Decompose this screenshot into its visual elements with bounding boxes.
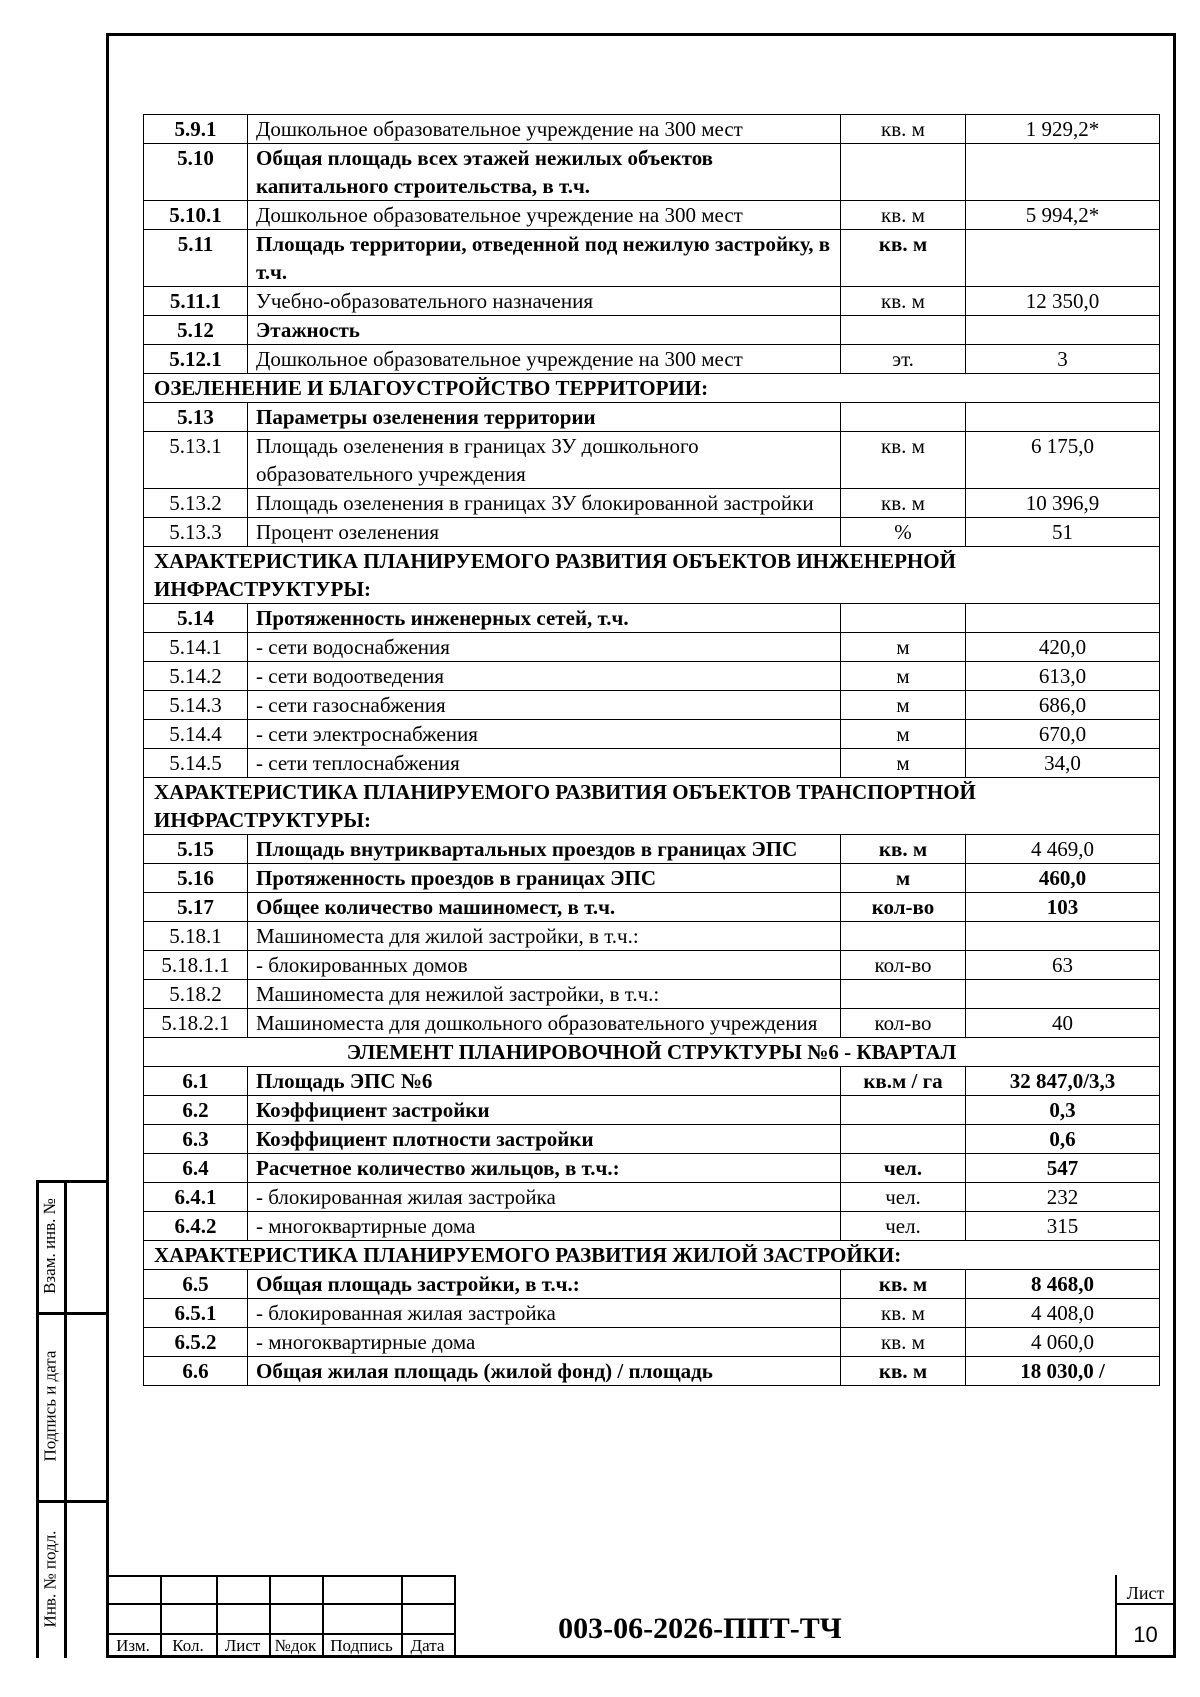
- table-row: [144, 201, 1160, 230]
- row-description: Площадь ЭПС №6: [248, 1067, 841, 1096]
- table-row: [144, 144, 1160, 201]
- row-unit: кв. м: [841, 287, 966, 316]
- section-header-row: [144, 547, 1160, 604]
- row-number: 5.16: [144, 864, 248, 893]
- row-number: 5.15: [144, 835, 248, 864]
- row-number: 5.11.1: [144, 287, 248, 316]
- row-description: Общее количество машиномест, в т.ч.: [248, 893, 841, 922]
- row-unit: кв. м: [841, 1270, 966, 1299]
- row-number: 5.14.5: [144, 749, 248, 778]
- row-value: [966, 316, 1160, 345]
- table-row: [144, 345, 1160, 374]
- row-number: 6.4.2: [144, 1212, 248, 1241]
- row-number: 5.14: [144, 604, 248, 633]
- table-row: [144, 691, 1160, 720]
- row-unit: чел.: [841, 1183, 966, 1212]
- table-row: [144, 432, 1160, 489]
- tb-izm: Изм.: [116, 1636, 150, 1655]
- section-title: ОЗЕЛЕНЕНИЕ И БЛАГОУСТРОЙСТВО ТЕРРИТОРИИ:: [144, 374, 1160, 403]
- row-unit: кв. м: [841, 1357, 966, 1386]
- row-unit: [841, 403, 966, 432]
- row-description: Площадь озеленения в границах ЗУ дошкольного образовательного учреждения: [248, 432, 841, 489]
- row-number: 5.10: [144, 144, 248, 201]
- row-unit: кв. м: [841, 115, 966, 144]
- row-value: 4 060,0: [966, 1328, 1160, 1357]
- row-value: [966, 980, 1160, 1009]
- row-unit: кв. м: [841, 432, 966, 489]
- row-value: 0,3: [966, 1096, 1160, 1125]
- row-unit: [841, 1125, 966, 1154]
- row-number: 5.14.4: [144, 720, 248, 749]
- row-value: 40: [966, 1009, 1160, 1038]
- row-description: Общая площадь застройки, в т.ч.:: [248, 1270, 841, 1299]
- row-number: 6.5.1: [144, 1299, 248, 1328]
- row-number: 6.5: [144, 1270, 248, 1299]
- row-description: Учебно-образовательного назначения: [248, 287, 841, 316]
- row-number: 5.14.2: [144, 662, 248, 691]
- row-value: 8 468,0: [966, 1270, 1160, 1299]
- table-row: [144, 1096, 1160, 1125]
- row-number: 5.18.1.1: [144, 951, 248, 980]
- table-row: [144, 230, 1160, 287]
- row-description: - сети электроснабжения: [248, 720, 841, 749]
- row-unit: кол-во: [841, 951, 966, 980]
- tb-kol: Кол.: [172, 1636, 204, 1655]
- row-value: 420,0: [966, 633, 1160, 662]
- table-row: [144, 115, 1160, 144]
- row-value: 10 396,9: [966, 489, 1160, 518]
- row-unit: [841, 1096, 966, 1125]
- sheet-number: 10: [1133, 1622, 1158, 1647]
- row-value: 315: [966, 1212, 1160, 1241]
- row-description: Общая площадь всех этажей нежилых объектов капитального строительства, в т.ч.: [248, 144, 841, 201]
- row-value: 63: [966, 951, 1160, 980]
- row-number: 5.13.1: [144, 432, 248, 489]
- row-description: Дошкольное образовательное учреждение на 300 мест: [248, 201, 841, 230]
- table-row: [144, 835, 1160, 864]
- block-title: ЭЛЕМЕНТ ПЛАНИРОВОЧНОЙ СТРУКТУРЫ №6 - КВАРТАЛ: [144, 1038, 1160, 1067]
- row-number: 5.17: [144, 893, 248, 922]
- table-row: [144, 1183, 1160, 1212]
- row-value: 34,0: [966, 749, 1160, 778]
- row-value: [966, 604, 1160, 633]
- side-label-inv: Инв. № подл.: [40, 1530, 59, 1628]
- row-unit: м: [841, 662, 966, 691]
- row-value: 6 175,0: [966, 432, 1160, 489]
- row-number: 6.1: [144, 1067, 248, 1096]
- table-row: [144, 951, 1160, 980]
- row-number: 6.4: [144, 1154, 248, 1183]
- row-unit: [841, 980, 966, 1009]
- row-value: 670,0: [966, 720, 1160, 749]
- row-description: - блокированная жилая застройка: [248, 1299, 841, 1328]
- row-description: - сети водоснабжения: [248, 633, 841, 662]
- table-row: [144, 1067, 1160, 1096]
- row-number: 6.6: [144, 1357, 248, 1386]
- row-value: [966, 403, 1160, 432]
- row-value: 0,6: [966, 1125, 1160, 1154]
- row-number: 5.18.2: [144, 980, 248, 1009]
- row-unit: кол-во: [841, 893, 966, 922]
- table-row: [144, 1212, 1160, 1241]
- row-number: 5.11: [144, 230, 248, 287]
- row-description: - блокированных домов: [248, 951, 841, 980]
- side-label-vzam: Взам. инв. №: [40, 1198, 59, 1294]
- table-row: [144, 1299, 1160, 1328]
- table-row: [144, 1357, 1160, 1386]
- table-row: [144, 893, 1160, 922]
- row-number: 5.12.1: [144, 345, 248, 374]
- tb-ndok: №док: [274, 1636, 317, 1655]
- row-description: - сети водоотведения: [248, 662, 841, 691]
- row-unit: м: [841, 749, 966, 778]
- section-title: ХАРАКТЕРИСТИКА ПЛАНИРУЕМОГО РАЗВИТИЯ ОБЪЕКТОВ ТРАНСПОРТНОЙ ИНФРАСТРУКТУРЫ:: [144, 778, 1160, 835]
- row-unit: чел.: [841, 1154, 966, 1183]
- row-description: Дошкольное образовательное учреждение на 300 мест: [248, 345, 841, 374]
- row-number: 5.9.1: [144, 115, 248, 144]
- row-unit: эт.: [841, 345, 966, 374]
- section-title: ХАРАКТЕРИСТИКА ПЛАНИРУЕМОГО РАЗВИТИЯ ОБЪЕКТОВ ИНЖЕНЕРНОЙ ИНФРАСТРУКТУРЫ:: [144, 547, 1160, 604]
- row-unit: кв. м: [841, 489, 966, 518]
- row-number: 6.3: [144, 1125, 248, 1154]
- table-row: [144, 316, 1160, 345]
- row-unit: м: [841, 720, 966, 749]
- row-value: 12 350,0: [966, 287, 1160, 316]
- row-number: 6.5.2: [144, 1328, 248, 1357]
- table-row: [144, 980, 1160, 1009]
- row-description: Коэффициент застройки: [248, 1096, 841, 1125]
- table-row: [144, 1270, 1160, 1299]
- row-number: 5.18.2.1: [144, 1009, 248, 1038]
- row-unit: м: [841, 864, 966, 893]
- row-value: 613,0: [966, 662, 1160, 691]
- row-number: 6.4.1: [144, 1183, 248, 1212]
- table-row: [144, 604, 1160, 633]
- row-description: - многоквартирные дома: [248, 1212, 841, 1241]
- row-value: 5 994,2*: [966, 201, 1160, 230]
- section-header-row: [144, 778, 1160, 835]
- row-description: Расчетное количество жильцов, в т.ч.:: [248, 1154, 841, 1183]
- row-description: - сети газоснабжения: [248, 691, 841, 720]
- table-row: [144, 922, 1160, 951]
- table-row: [144, 489, 1160, 518]
- tb-list: Лист: [224, 1636, 261, 1655]
- row-description: Площадь озеленения в границах ЗУ блокированной застройки: [248, 489, 841, 518]
- row-number: 5.14.3: [144, 691, 248, 720]
- row-description: Протяженность проездов в границах ЭПС: [248, 864, 841, 893]
- row-value: [966, 922, 1160, 951]
- row-description: Дошкольное образовательное учреждение на 300 мест: [248, 115, 841, 144]
- row-description: Коэффициент плотности застройки: [248, 1125, 841, 1154]
- document-code: 003-06-2026-ППТ-ТЧ: [558, 1612, 842, 1645]
- row-value: 3: [966, 345, 1160, 374]
- row-number: 5.13: [144, 403, 248, 432]
- row-unit: м: [841, 633, 966, 662]
- row-description: Протяженность инженерных сетей, т.ч.: [248, 604, 841, 633]
- row-unit: кв. м: [841, 1299, 966, 1328]
- section-title: ХАРАКТЕРИСТИКА ПЛАНИРУЕМОГО РАЗВИТИЯ ЖИЛОЙ ЗАСТРОЙКИ:: [144, 1241, 1160, 1270]
- row-value: 32 847,0/3,3: [966, 1067, 1160, 1096]
- row-unit: кв. м: [841, 201, 966, 230]
- row-number: 5.12: [144, 316, 248, 345]
- row-value: 460,0: [966, 864, 1160, 893]
- row-number: 5.13.3: [144, 518, 248, 547]
- row-unit: [841, 316, 966, 345]
- row-value: 232: [966, 1183, 1160, 1212]
- table-row: [144, 749, 1160, 778]
- tb-data: Дата: [410, 1636, 445, 1655]
- indicators-table: [143, 114, 1160, 1386]
- row-value: 686,0: [966, 691, 1160, 720]
- row-value: 1 929,2*: [966, 115, 1160, 144]
- row-value: [966, 144, 1160, 201]
- row-description: Параметры озеленения территории: [248, 403, 841, 432]
- row-number: 5.14.1: [144, 633, 248, 662]
- row-unit: кв. м: [841, 835, 966, 864]
- row-unit: кв. м: [841, 1328, 966, 1357]
- sheet-label: Лист: [1126, 1583, 1165, 1603]
- row-description: Процент озеленения: [248, 518, 841, 547]
- row-unit: чел.: [841, 1212, 966, 1241]
- row-description: Площадь территории, отведенной под нежилую застройку, в т.ч.: [248, 230, 841, 287]
- row-description: - сети теплоснабжения: [248, 749, 841, 778]
- row-value: 51: [966, 518, 1160, 547]
- section-header-row: [144, 374, 1160, 403]
- row-value: 547: [966, 1154, 1160, 1183]
- row-description: Машиноместа для жилой застройки, в т.ч.:: [248, 922, 841, 951]
- row-number: 5.13.2: [144, 489, 248, 518]
- table-row: [144, 662, 1160, 691]
- row-number: 5.18.1: [144, 922, 248, 951]
- section-header-row: [144, 1241, 1160, 1270]
- table-row: [144, 720, 1160, 749]
- table-row: [144, 1154, 1160, 1183]
- row-description: - многоквартирные дома: [248, 1328, 841, 1357]
- row-unit: кв. м: [841, 230, 966, 287]
- row-description: - блокированная жилая застройка: [248, 1183, 841, 1212]
- row-number: 5.10.1: [144, 201, 248, 230]
- row-value: 4 469,0: [966, 835, 1160, 864]
- row-description: Общая жилая площадь (жилой фонд) / площадь: [248, 1357, 841, 1386]
- row-value: [966, 230, 1160, 287]
- table-row: [144, 518, 1160, 547]
- table-row: [144, 287, 1160, 316]
- table-row: [144, 864, 1160, 893]
- tb-podpis: Подпись: [330, 1636, 393, 1655]
- table-row: [144, 1328, 1160, 1357]
- row-number: 6.2: [144, 1096, 248, 1125]
- row-description: Этажность: [248, 316, 841, 345]
- row-unit: кв.м / га: [841, 1067, 966, 1096]
- side-label-podpis: Подпись и дата: [40, 1350, 59, 1462]
- block-header-row: [144, 1038, 1160, 1067]
- table-row: [144, 1009, 1160, 1038]
- row-unit: [841, 922, 966, 951]
- row-description: Машиноместа для дошкольного образовательного учреждения: [248, 1009, 841, 1038]
- table-row: [144, 1125, 1160, 1154]
- row-description: Машиноместа для нежилой застройки, в т.ч.:: [248, 980, 841, 1009]
- table-row: [144, 403, 1160, 432]
- row-unit: [841, 604, 966, 633]
- table-row: [144, 633, 1160, 662]
- row-unit: кол-во: [841, 1009, 966, 1038]
- row-unit: м: [841, 691, 966, 720]
- row-unit: %: [841, 518, 966, 547]
- row-value: 18 030,0 /: [966, 1357, 1160, 1386]
- row-unit: [841, 144, 966, 201]
- side-stamp-strip: [36, 1180, 106, 1658]
- row-value: 4 408,0: [966, 1299, 1160, 1328]
- row-value: 103: [966, 893, 1160, 922]
- row-description: Площадь внутриквартальных проездов в границах ЭПС: [248, 835, 841, 864]
